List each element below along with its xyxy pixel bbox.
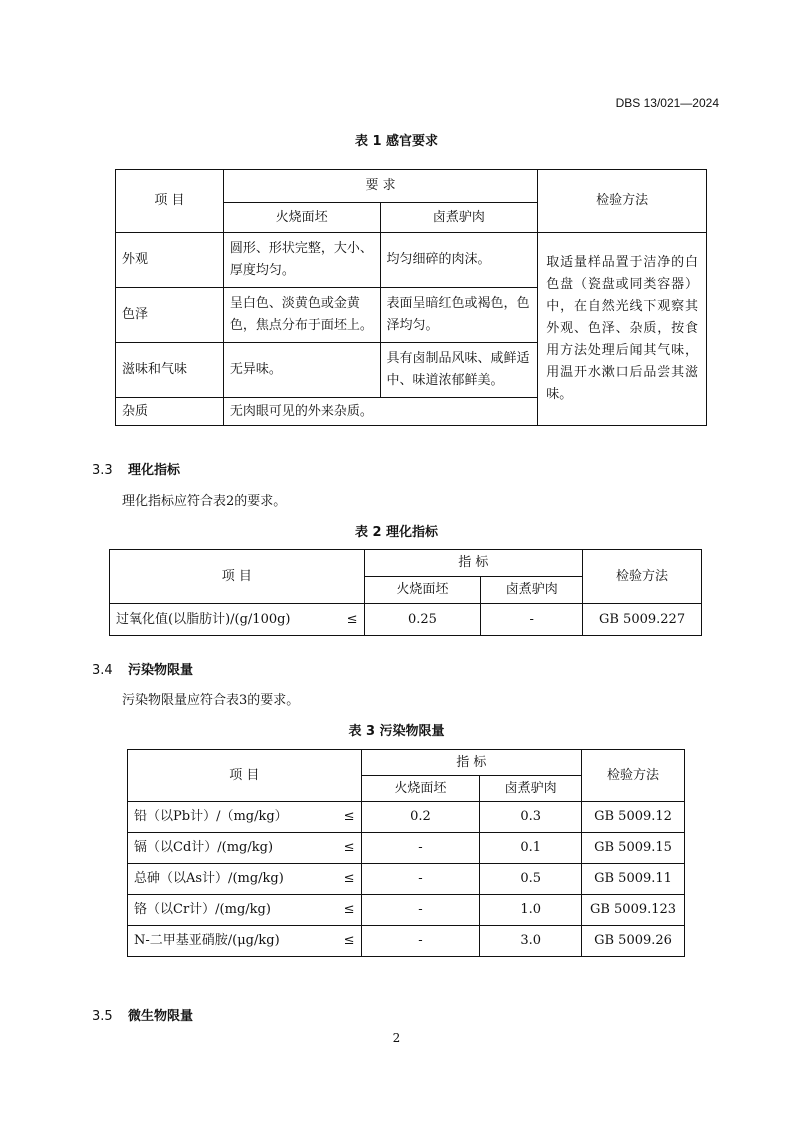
row-value: 均匀细碎的肉沫。 <box>380 233 538 288</box>
row-method: GB 5009.15 <box>582 833 685 864</box>
table2-caption: 表 2 理化指标 <box>354 525 439 540</box>
table-row <box>116 233 707 288</box>
row-value: 圆形、形状完整，大小、厚度均匀。 <box>223 233 380 288</box>
section-3-4-text: 污染物限量应符合表3的要求。 <box>122 693 300 708</box>
table2-header-sub1: 火烧面坯 <box>364 577 481 604</box>
row-item: 滋味和气味 <box>116 343 224 398</box>
table1-caption: 表 1 感官要求 <box>354 134 439 149</box>
table1-sensory-requirements <box>115 169 707 426</box>
table3-header-item: 项 目 <box>128 750 362 802</box>
row-item <box>110 604 365 636</box>
row-item: 外观 <box>116 233 224 288</box>
table-row <box>128 833 685 864</box>
row-value: 呈白色、淡黄色或金黄色，焦点分布于面坯上。 <box>223 288 380 343</box>
row-item <box>128 895 362 926</box>
row-item <box>128 833 362 864</box>
document-code: DBS 13/021—2024 <box>615 96 719 110</box>
section-number: 3.4 <box>92 663 113 678</box>
table3-header-method: 检验方法 <box>582 750 685 802</box>
table2-physicochemical <box>109 549 702 636</box>
table3-header-sub1: 火烧面坯 <box>361 776 480 802</box>
row-value: 0.3 <box>480 802 582 833</box>
leq-symbol: ≤ <box>346 611 358 627</box>
table-row <box>128 802 685 833</box>
row-item <box>128 926 362 957</box>
section-number: 3.5 <box>92 1009 113 1024</box>
row-item-label: 铅（以Pb计）/（mg/kg） <box>134 809 288 824</box>
row-method: GB 5009.12 <box>582 802 685 833</box>
row-value: - <box>481 604 583 636</box>
row-value: 3.0 <box>480 926 582 957</box>
row-value: 无异味。 <box>223 343 380 398</box>
table2-header-method: 检验方法 <box>583 550 702 604</box>
row-item <box>128 802 362 833</box>
row-method: GB 5009.123 <box>582 895 685 926</box>
leq-symbol: ≤ <box>343 933 355 948</box>
section-3-3-heading <box>92 459 180 478</box>
section-3-4-heading <box>92 659 193 678</box>
leq-symbol: ≤ <box>343 840 355 855</box>
section-3-5-heading <box>92 1005 193 1024</box>
row-item: 色泽 <box>116 288 224 343</box>
table2-header-item: 项 目 <box>110 550 365 604</box>
table-row <box>128 864 685 895</box>
row-value: 0.1 <box>480 833 582 864</box>
row-method: GB 5009.26 <box>582 926 685 957</box>
row-item-label: N-二甲基亚硝胺/(μg/kg) <box>134 933 280 948</box>
row-method: GB 5009.11 <box>582 864 685 895</box>
table-row <box>128 895 685 926</box>
row-value: - <box>361 895 480 926</box>
row-item: 杂质 <box>116 398 224 426</box>
table1-header-item: 项 目 <box>116 170 224 233</box>
table-row <box>128 926 685 957</box>
table1-method-text: 取适量样品置于洁净的白色盘（瓷盘或同类容器）中，在自然光线下观察其外观、色泽、杂质，按食用方法处理后闻其气味，用温开水漱口后品尝其滋味。 <box>538 233 707 426</box>
section-title: 污染物限量 <box>128 663 194 678</box>
leq-symbol: ≤ <box>343 871 355 886</box>
row-value: 0.2 <box>361 802 480 833</box>
section-title: 微生物限量 <box>128 1009 194 1024</box>
row-item-label: 镉（以Cd计）/(mg/kg) <box>134 840 274 855</box>
row-item-label: 总砷（以As计）/(mg/kg) <box>134 871 284 886</box>
row-value: 具有卤制品风味、咸鲜适中、味道浓郁鲜美。 <box>380 343 538 398</box>
table1-header-sub2: 卤煮驴肉 <box>380 203 538 233</box>
row-value: 0.25 <box>364 604 481 636</box>
table3-caption: 表 3 污染物限量 <box>348 724 445 739</box>
table2-header-sub2: 卤煮驴肉 <box>481 577 583 604</box>
page-number: 2 <box>392 1031 401 1045</box>
table1-header-requirements: 要 求 <box>223 170 537 203</box>
row-item-label: 铬（以Cr计）/(mg/kg) <box>134 902 271 917</box>
row-value: 0.5 <box>480 864 582 895</box>
row-value: - <box>361 926 480 957</box>
leq-symbol: ≤ <box>343 809 355 824</box>
table3-header-sub2: 卤煮驴肉 <box>480 776 582 802</box>
row-item <box>128 864 362 895</box>
table1-header-sub1: 火烧面坯 <box>223 203 380 233</box>
row-value: 1.0 <box>480 895 582 926</box>
row-value: - <box>361 833 480 864</box>
leq-symbol: ≤ <box>343 902 355 917</box>
row-method: GB 5009.227 <box>583 604 702 636</box>
row-value: 表面呈暗红色或褐色，色泽均匀。 <box>380 288 538 343</box>
table1-header-method: 检验方法 <box>538 170 707 233</box>
table3-header-index: 指 标 <box>361 750 582 776</box>
row-value: 无肉眼可见的外来杂质。 <box>223 398 537 426</box>
row-value: - <box>361 864 480 895</box>
table2-header-index: 指 标 <box>364 550 583 577</box>
table3-contaminants <box>127 749 685 957</box>
row-item-label: 过氧化值(以脂肪计)/(g/100g) <box>116 611 291 627</box>
section-3-3-text: 理化指标应符合表2的要求。 <box>122 494 287 509</box>
table-row <box>110 604 702 636</box>
section-title: 理化指标 <box>128 463 181 478</box>
section-number: 3.3 <box>92 463 113 478</box>
